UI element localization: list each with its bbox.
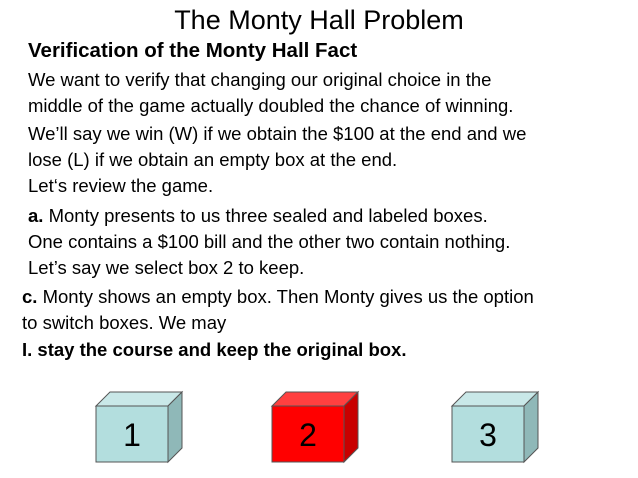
box-top-face (452, 392, 538, 406)
text-fragment: Monty shows an empty box. Then Monty gives us the option (37, 286, 534, 307)
step-c-marker: c. (22, 286, 38, 307)
text-line: lose (L) if we obtain an empty box at the end. (28, 149, 398, 170)
box-label: 1 (123, 417, 141, 453)
box-label: 2 (299, 417, 317, 453)
win-lose-paragraph (28, 121, 526, 173)
text-line (28, 203, 510, 229)
box-3 (449, 390, 541, 464)
box-1 (93, 390, 185, 464)
option-i: I. stay the course and keep the original box. (22, 339, 407, 360)
text-line: middle of the game actually doubled the chance of winning. (28, 95, 514, 116)
step-c-paragraph (22, 284, 534, 336)
section-heading: Verification of the Monty Hall Fact (28, 39, 358, 62)
box-top-face (96, 392, 182, 406)
review-line: Let‘s review the game. (28, 175, 214, 196)
text-line: to switch boxes. We may (22, 312, 227, 333)
step-a-marker: a. (28, 205, 44, 226)
box-top-face (272, 392, 358, 406)
box-2 (269, 390, 361, 464)
text-line: We want to verify that changing our original choice in the (28, 69, 492, 90)
text-line (22, 284, 534, 310)
box-label: 3 (479, 417, 497, 453)
text-line: Let’s say we select box 2 to keep. (28, 257, 305, 278)
text-fragment: Monty presents to us three sealed and labeled boxes. (43, 205, 488, 226)
step-a-paragraph (28, 203, 510, 281)
page-title: The Monty Hall Problem (174, 5, 464, 35)
intro-paragraph (28, 67, 513, 119)
text-line: We’ll say we win (W) if we obtain the $100 at the end and we (28, 123, 527, 144)
text-line: One contains a $100 bill and the other two contain nothing. (28, 231, 511, 252)
